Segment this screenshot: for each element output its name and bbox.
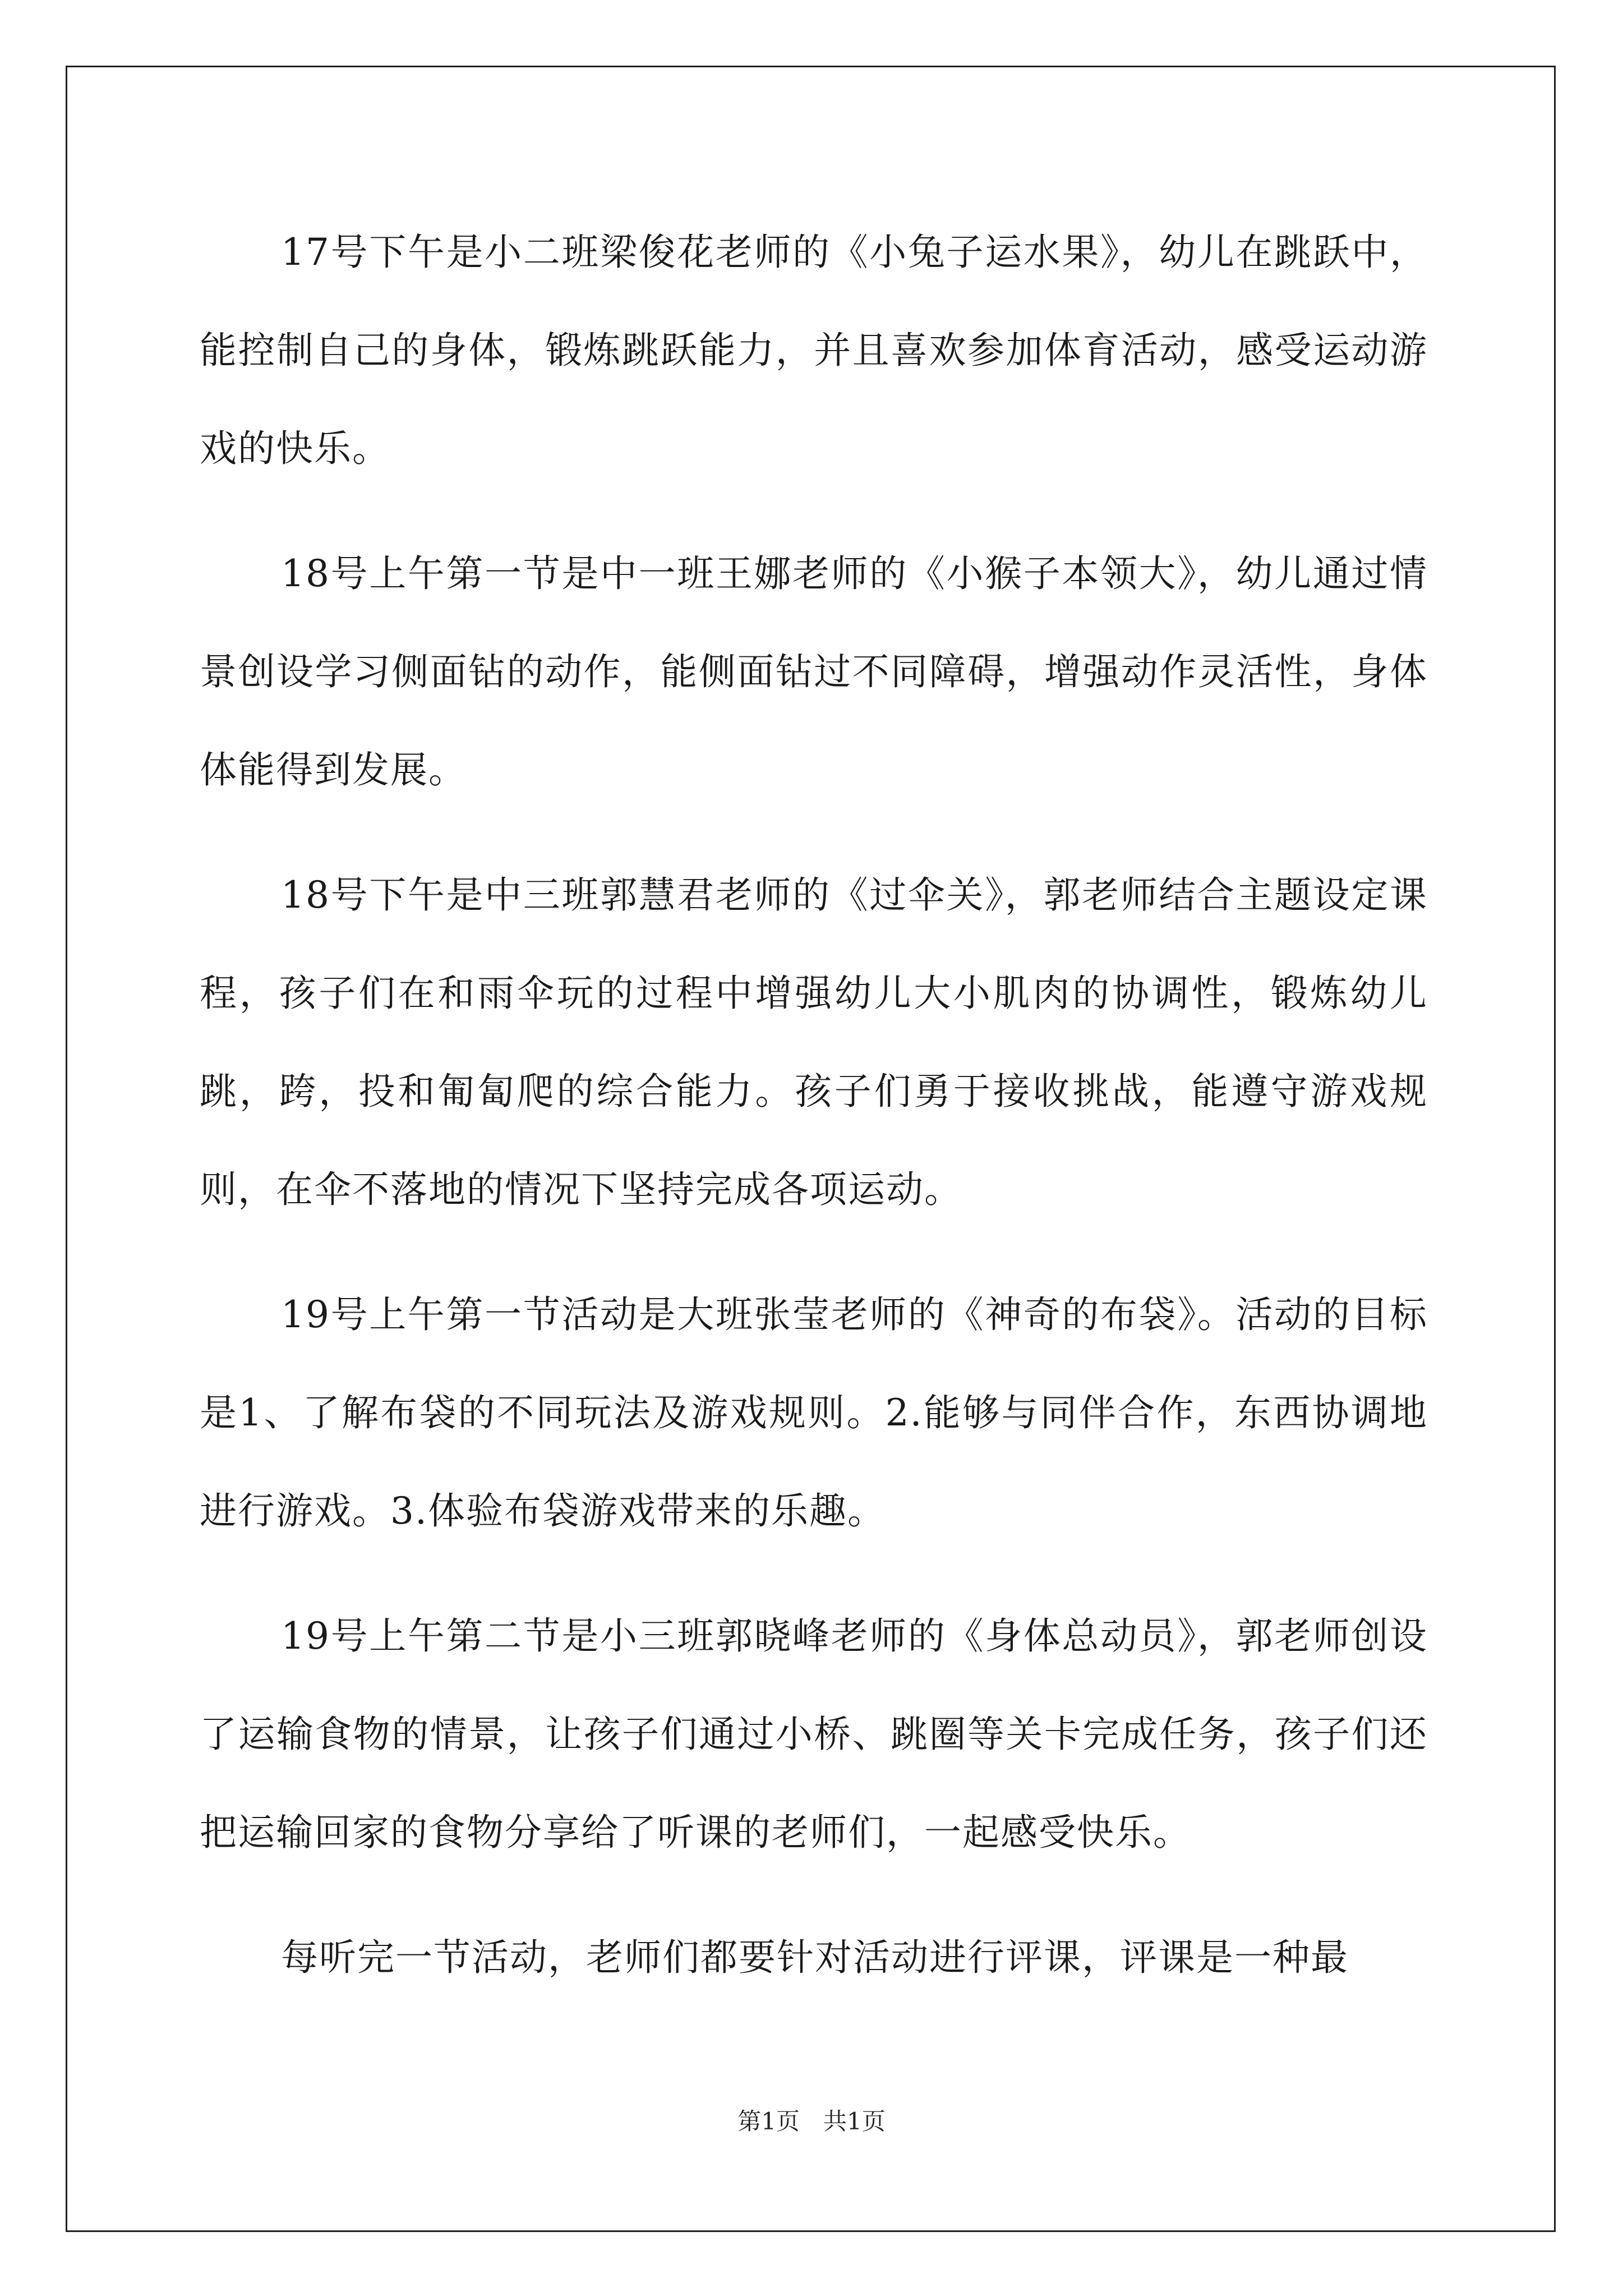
- paragraph-6: 每听完一节活动，老师们都要针对活动进行评课，评课是一种最: [281, 1936, 1349, 1979]
- paragraph-4: 19号上午第一节活动是大班张莹老师的《神奇的布袋》。活动的目标是1、了解布袋的不同玩法及游戏规则。2.能够与同伴合作，东西协调地进行游戏。3.体验布袋游戏带来的乐趣。: [200, 1293, 1428, 1533]
- paragraph-3: 18号下午是中三班郭慧君老师的《过伞关》，郭老师结合主题设定课程，孩子们在和雨伞玩的过程中增强幼儿大小肌肉的协调性，锻炼幼儿跳，跨，投和匍匐爬的综合能力。孩子们勇于接收挑战，能遵守游戏规则，在伞不落地的情况下坚持完成各项运动。: [200, 873, 1428, 1211]
- document-body: [200, 203, 1428, 2033]
- paragraph-1: 17号下午是小二班梁俊花老师的《小兔子运水果》，幼儿在跳跃中，能控制自己的身体，锻炼跳跃能力，并且喜欢参加体育活动，感受运动游戏的快乐。: [200, 231, 1428, 470]
- paragraph-5: 19号上午第二节是小三班郭晓峰老师的《身体总动员》，郭老师创设了运输食物的情景，让孩子们通过小桥、跳圈等关卡完成任务，孩子们还把运输回家的食物分享给了听课的老师们，一起感受快乐。: [200, 1614, 1428, 1854]
- paragraph-2: 18号上午第一节是中一班王娜老师的《小猴子本领大》，幼儿通过情景创设学习侧面钻的动作，能侧面钻过不同障碍，增强动作灵活性，身体体能得到发展。: [200, 552, 1428, 792]
- page-number-footer: 第1页 共1页: [737, 2108, 886, 2135]
